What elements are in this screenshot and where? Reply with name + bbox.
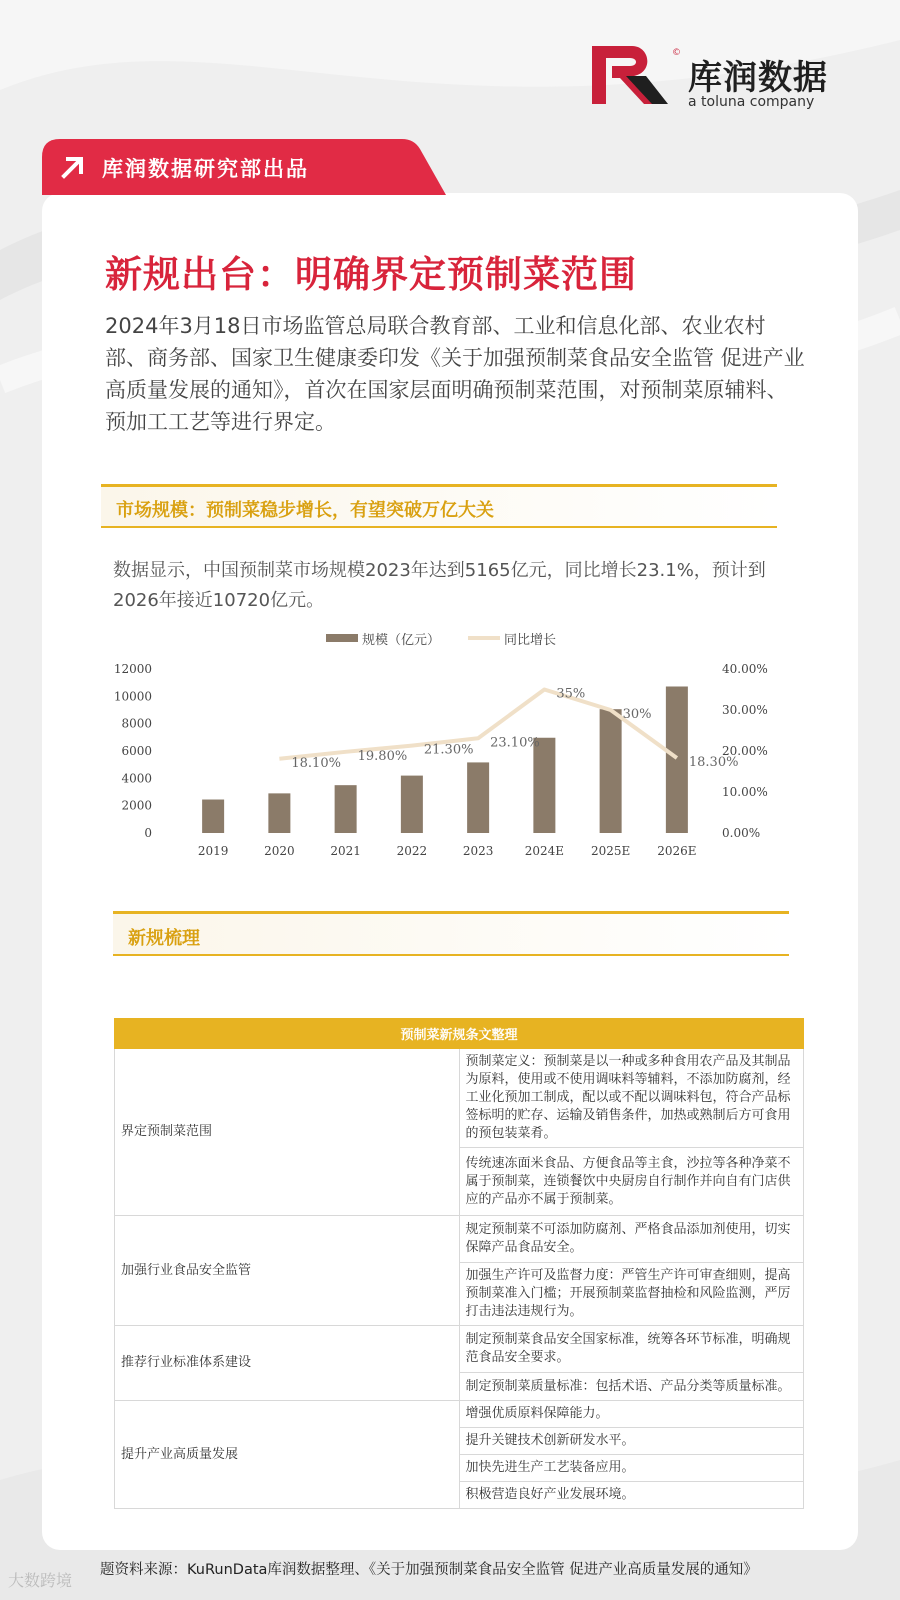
item-cell: 加快先进生产工艺装备应用。 <box>459 1455 804 1482</box>
growth-data-label: 35% <box>556 686 586 702</box>
bar <box>533 738 555 833</box>
y-left-tick-label: 4000 <box>121 771 152 786</box>
x-tick-label: 2024E <box>524 844 565 858</box>
bar <box>467 762 489 833</box>
item-cell: 加强生产许可及监督力度：严管生产许可审查细则，提高预制菜准入门槛；开展预制菜监督抽检和风险监测，严厉打击违法违规行为。 <box>459 1263 804 1326</box>
brand-name: 库润数据 <box>688 58 828 98</box>
y-left-tick-label: 8000 <box>121 716 152 731</box>
bar <box>268 793 290 833</box>
growth-data-label: 21.30% <box>423 742 474 758</box>
source-note: 题资料来源：KuRunData库润数据整理、《关于加强预制菜食品安全监管 促进产业高质量发展的通知》 <box>100 1562 758 1578</box>
table-row <box>115 1401 804 1428</box>
regulation-table <box>114 1018 804 1509</box>
x-tick-label: 2022 <box>396 844 428 858</box>
arrow-up-right-icon <box>60 154 86 180</box>
bar <box>600 709 622 833</box>
y-right-tick-label: 20.00% <box>722 744 768 758</box>
y-left-tick-label: 6000 <box>121 744 152 758</box>
table-row <box>115 1326 804 1373</box>
x-tick-label: 2026E <box>657 844 697 858</box>
y-left-tick-label: 2000 <box>121 798 152 813</box>
category-cell: 提升产业高质量发展 <box>115 1401 460 1509</box>
watermark: 大数跨境 <box>8 1571 73 1590</box>
growth-data-label: 19.80% <box>357 748 408 764</box>
x-tick-label: 2021 <box>330 844 361 858</box>
item-cell: 制定预制菜质量标准：包括术语、产品分类等质量标准。 <box>459 1373 804 1401</box>
y-right-tick-label: 10.00% <box>722 785 768 799</box>
logo-mark-icon <box>592 46 670 106</box>
item-cell: 传统速冻面米食品、方便食品等主食，沙拉等各种净菜不属于预制菜，连锁餐饮中央厨房自行制作并向自有门店供应的产品亦不属于预制菜。 <box>459 1148 804 1216</box>
brand-logo <box>592 46 852 118</box>
market-section-header <box>101 484 777 528</box>
item-cell: 规定预制菜不可添加防腐剂、严格食品添加剂使用，切实保障产品食品安全。 <box>459 1216 804 1263</box>
growth-data-label: 23.10% <box>490 735 540 751</box>
brand-tagline: a toluna company <box>688 94 815 110</box>
item-cell: 增强优质原料保障能力。 <box>459 1401 804 1428</box>
page-title: 新规出台：明确界定预制菜范围 <box>105 253 637 296</box>
legend-label-scale: 规模（亿元） <box>362 633 441 648</box>
x-tick-label: 2019 <box>197 844 229 858</box>
regulation-section-header <box>113 911 789 956</box>
table-title: 预制菜新规条文整理 <box>115 1019 804 1049</box>
ribbon-label: 库润数据研究部出品 <box>102 157 309 181</box>
bar <box>202 800 224 833</box>
category-cell: 加强行业食品安全监管 <box>115 1216 460 1326</box>
growth-data-label: 18.30% <box>688 754 739 770</box>
category-cell: 推荐行业标准体系建设 <box>115 1326 460 1401</box>
growth-data-label: 18.10% <box>291 755 341 771</box>
y-right-tick-label: 0.00% <box>722 826 761 840</box>
y-right-tick-label: 40.00% <box>722 662 768 676</box>
regulation-section-title: 新规梳理 <box>128 928 200 949</box>
bar <box>666 686 688 833</box>
y-left-tick-label: 12000 <box>113 662 152 676</box>
item-cell: 预制菜定义：预制菜是以一种或多种食用农产品及其制品为原料，使用或不使用调味料等辅料，不添加防腐剂，经工业化预加工制成，配以或不配以调味料包，符合产品标签标明的贮存、运输及销售条件，加热或熟制后方可食用的预包装菜肴。 <box>459 1049 804 1148</box>
item-cell: 提升关键技术创新研发水平。 <box>459 1428 804 1455</box>
y-left-tick-label: 0 <box>144 826 152 840</box>
market-section-title: 市场规模：预制菜稳步增长，有望突破万亿大关 <box>116 500 494 521</box>
legend-label-growth: 同比增长 <box>504 633 557 648</box>
intro-paragraph: 2024年3月18日市场监管总局联合教育部、工业和信息化部、农业农村部、商务部、国家卫生健康委印发《关于加强预制菜食品安全监管 促进产业高质量发展的通知》，首次在国家层面明确预制菜范围，对预制菜原辅料、预加工工艺等进行界定。 <box>105 314 805 434</box>
x-tick-label: 2020 <box>264 844 295 858</box>
y-left-tick-label: 10000 <box>113 689 152 704</box>
bar <box>401 776 423 833</box>
item-cell: 积极营造良好产业发展环境。 <box>459 1482 804 1509</box>
market-paragraph: 数据显示，中国预制菜市场规模2023年达到5165亿元，同比增长23.1%，预计到2026年接近10720亿元。 <box>113 560 766 611</box>
item-cell: 制定预制菜食品安全国家标准，统筹各环节标准，明确规范食品安全要求。 <box>459 1326 804 1373</box>
growth-data-label: 30% <box>622 707 652 722</box>
x-tick-label: 2025E <box>590 844 631 858</box>
category-cell: 界定预制菜范围 <box>115 1049 460 1216</box>
market-chart <box>100 620 800 880</box>
bar <box>335 785 357 833</box>
x-tick-label: 2023 <box>462 844 494 858</box>
table-row <box>115 1216 804 1263</box>
table-row <box>115 1049 804 1148</box>
legend-swatch-scale <box>326 634 358 642</box>
y-right-tick-label: 30.00% <box>722 703 768 717</box>
registered-mark: © <box>672 48 681 58</box>
